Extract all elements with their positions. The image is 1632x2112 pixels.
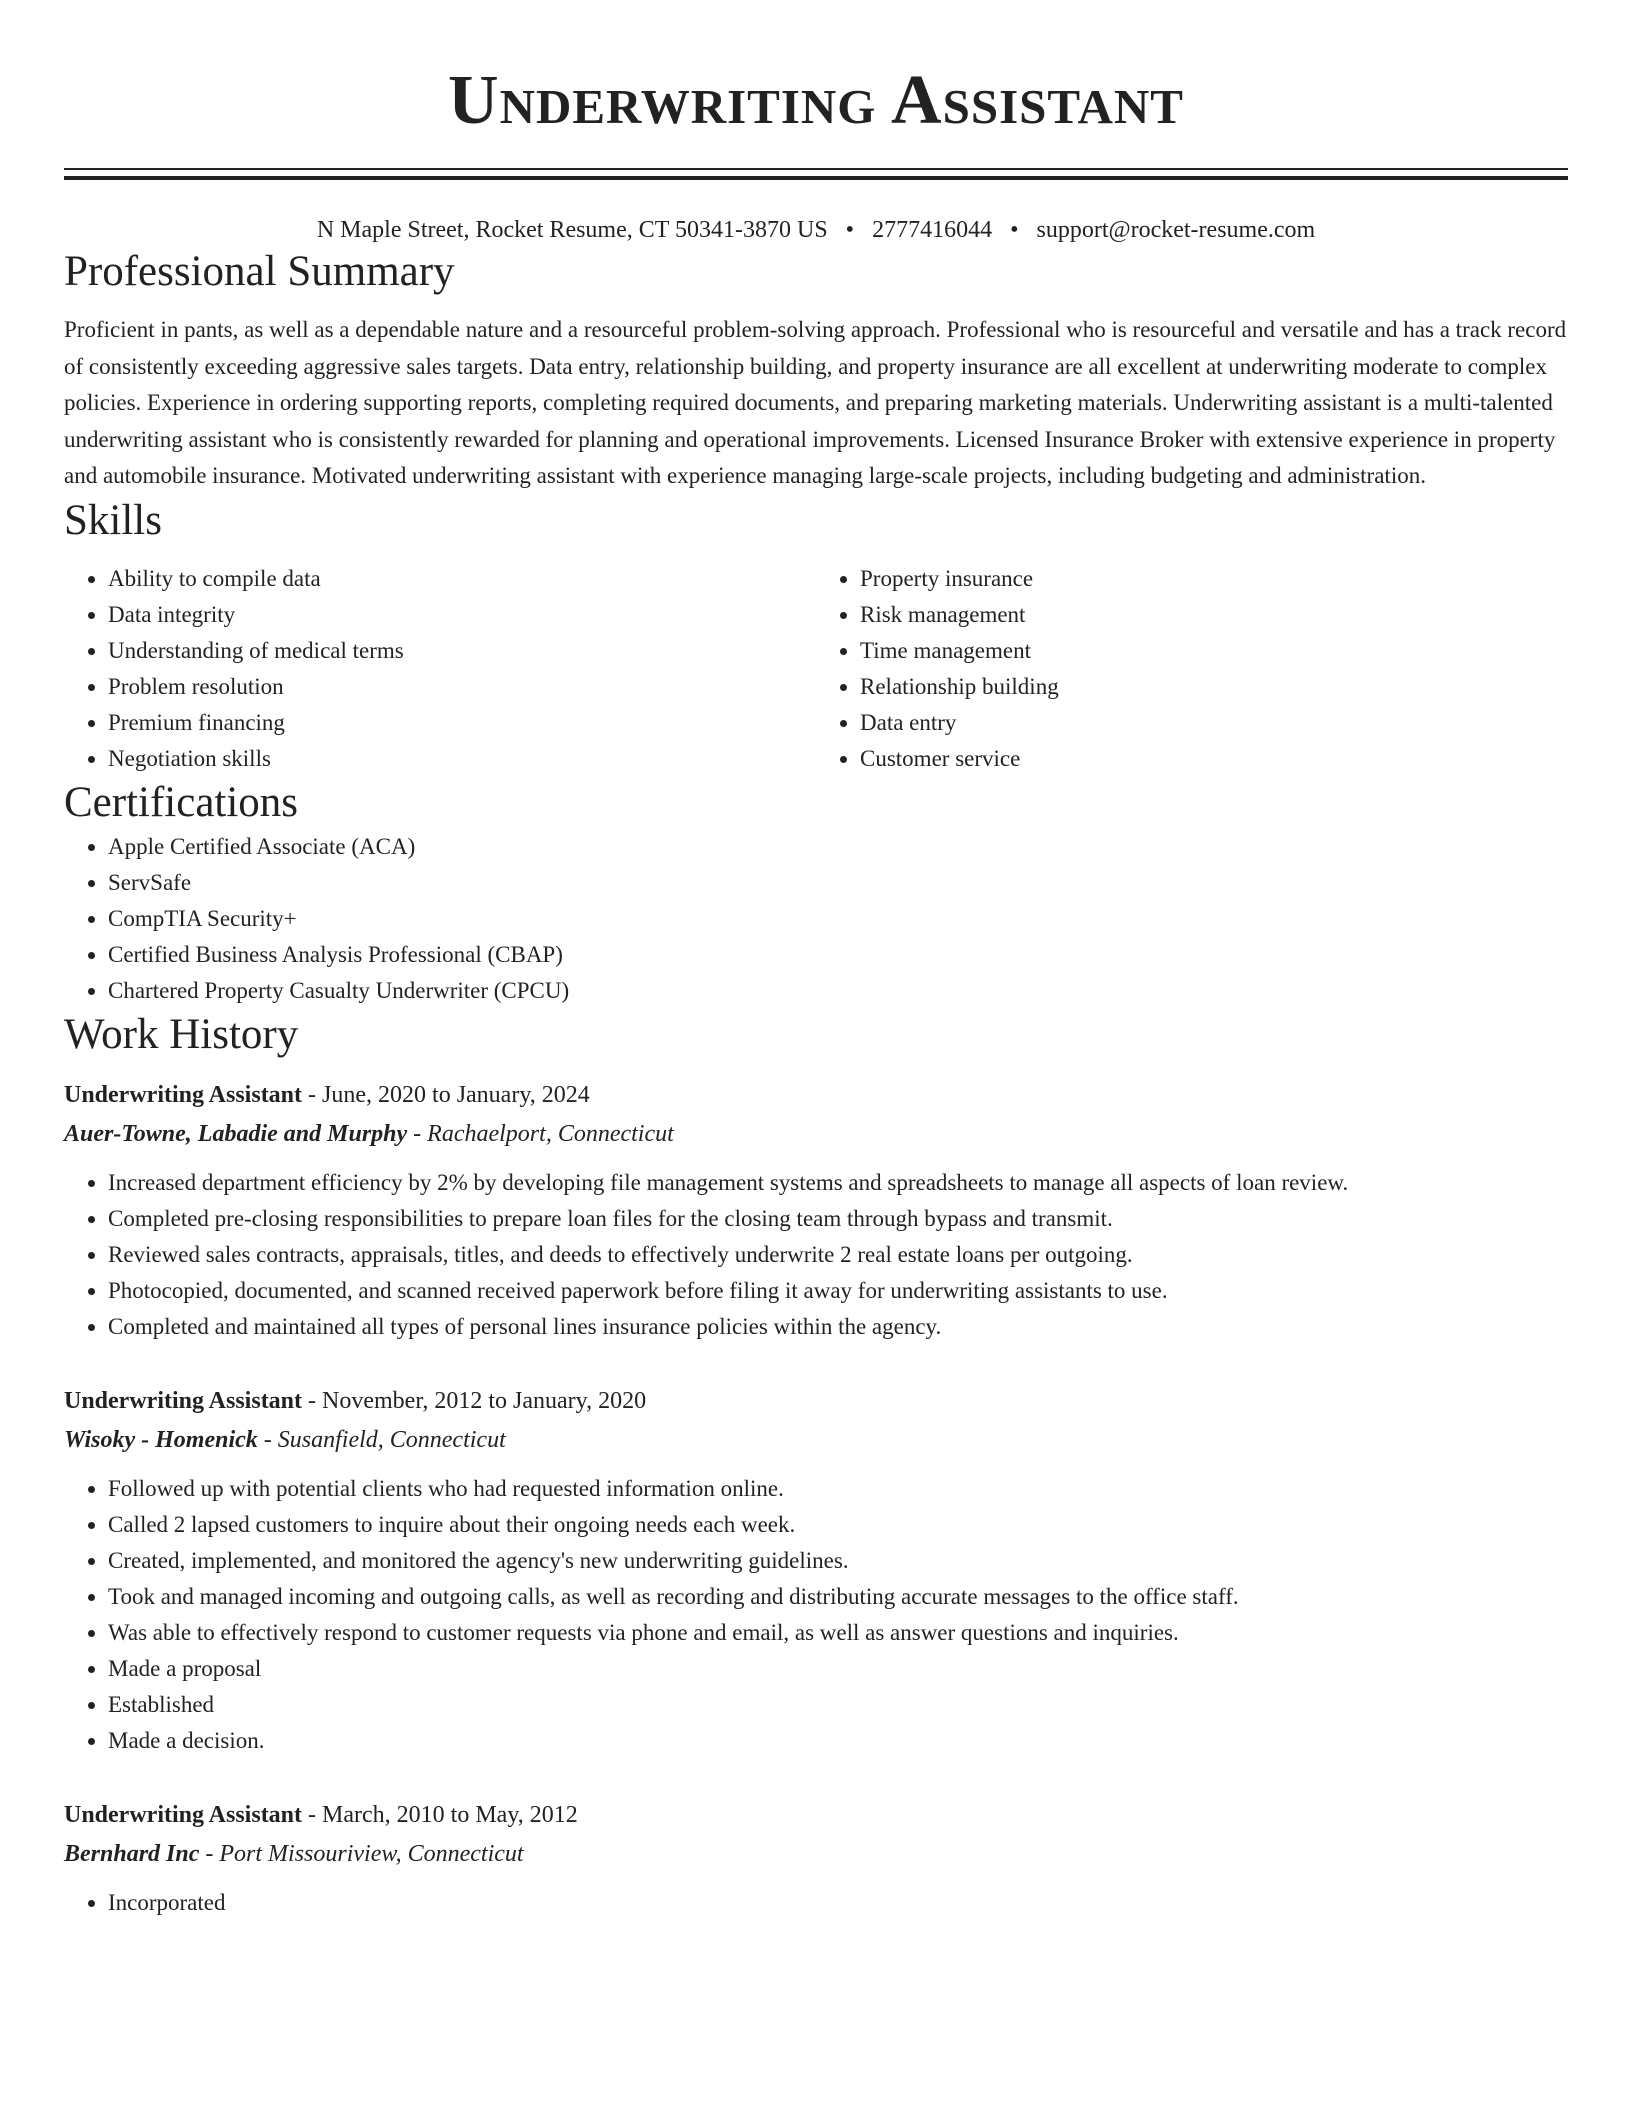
- job-bullet: • Was able to effectively respond to customer requests via phone and email, as well as answer questions and inquiries.: [108, 1615, 1568, 1651]
- job-dash: -: [302, 1387, 323, 1414]
- header-rule-thick: [64, 176, 1568, 180]
- job-dates: March, 2010 to May, 2012: [322, 1801, 578, 1828]
- job-title: Underwriting Assistant: [64, 1081, 303, 1108]
- job-title-line: [64, 1381, 1568, 1421]
- skill-item: • Ability to compile data: [108, 561, 816, 597]
- job-title: Underwriting Assistant: [64, 1801, 303, 1828]
- job-company: Bernhard Inc: [64, 1840, 200, 1867]
- skills-heading: Skills: [64, 496, 162, 544]
- job-entry: [64, 1381, 1568, 1759]
- job-dash: -: [302, 1801, 323, 1828]
- skill-item: • Data entry: [860, 705, 1568, 741]
- summary-heading: Professional Summary: [64, 248, 455, 295]
- job-bullet: • Reviewed sales contracts, appraisals, titles, and deeds to effectively underwrite 2 real estate loans per outgoing.: [108, 1237, 1568, 1273]
- contact-email[interactable]: support@rocket-resume.com: [1036, 217, 1316, 243]
- job-company: Auer-Towne, Labadie and Murphy: [64, 1120, 408, 1147]
- job-bullet: • Made a decision.: [108, 1723, 1568, 1759]
- skill-item: • Problem resolution: [108, 669, 816, 705]
- job-dates: November, 2012 to January, 2020: [322, 1387, 647, 1414]
- job-bullet: • Incorporated: [108, 1885, 1568, 1921]
- job-bullet: • Increased department efficiency by 2% by developing file management systems and spreadsheets to manage all aspects of loan review.: [108, 1165, 1568, 1201]
- job-company-line: [64, 1835, 1568, 1873]
- certification-item: • Certified Business Analysis Professional (CBAP): [108, 937, 1568, 973]
- job-dash: -: [199, 1840, 220, 1867]
- job-bullet: • Created, implemented, and monitored the agency's new underwriting guidelines.: [108, 1543, 1568, 1579]
- job-title-line: [64, 1075, 1568, 1115]
- job-company: Wisoky - Homenick: [64, 1426, 258, 1453]
- job-bullet: • Made a proposal: [108, 1651, 1568, 1687]
- skills-list-left: [64, 561, 816, 777]
- job-bullet: • Established: [108, 1687, 1568, 1723]
- job-bullet: • Completed pre-closing responsibilities to prepare loan files for the closing team through bypass and transmit.: [108, 1201, 1568, 1237]
- certifications-heading: Certifications: [64, 778, 299, 826]
- job-bullet: • Took and managed incoming and outgoing calls, as well as recording and distributing accurate messages to the office staff.: [108, 1579, 1568, 1615]
- job-bullets: [64, 1471, 1568, 1759]
- job-location: Rachaelport, Connecticut: [427, 1120, 674, 1147]
- job-bullets: [64, 1165, 1568, 1345]
- certification-item: • ServSafe: [108, 865, 1568, 901]
- job-entry: [64, 1795, 1568, 1921]
- job-entry: [64, 1075, 1568, 1345]
- work-history-heading: Work History: [64, 1010, 299, 1058]
- contact-separator: •: [1010, 217, 1019, 243]
- certification-item: • Apple Certified Associate (ACA): [108, 829, 1568, 865]
- skills-columns: [64, 561, 1568, 777]
- job-bullet: • Photocopied, documented, and scanned received paperwork before filing it away for underwriting assistants to use.: [108, 1273, 1568, 1309]
- job-bullets: [64, 1885, 1568, 1921]
- job-location: Port Missouriview, Connecticut: [219, 1840, 524, 1867]
- summary-text: Proficient in pants, as well as a dependable nature and a resourceful problem-solving approach. Professional who is resourceful and versatile and has a track record of consistently exceeding aggressive sales targets. Data entry, relationship building, and property insurance are all excellent at underwriting moderate to complex policies. Experience in ordering supporting reports, completing required documents, and preparing marketing materials. Underwriting assistant is a multi-talented underwriting assistant who is consistently rewarded for planning and operational improvements. Licensed Insurance Broker with extensive experience in property and automobile insurance. Motivated underwriting assistant with experience managing large-scale projects, including budgeting and administration.: [64, 317, 1567, 488]
- job-dates: June, 2020 to January, 2024: [322, 1081, 590, 1108]
- job-title-line: [64, 1795, 1568, 1835]
- skill-item: • Risk management: [860, 597, 1568, 633]
- contact-line: [64, 214, 1568, 246]
- job-location: Susanfield, Connecticut: [277, 1426, 506, 1453]
- job-dash: -: [257, 1426, 278, 1453]
- skill-item: • Relationship building: [860, 669, 1568, 705]
- certifications-list: [64, 829, 1568, 1009]
- job-company-line: [64, 1115, 1568, 1153]
- skill-item: • Property insurance: [860, 561, 1568, 597]
- certification-item: • CompTIA Security+: [108, 901, 1568, 937]
- skill-item: • Premium financing: [108, 705, 816, 741]
- contact-phone[interactable]: 2777416044: [872, 217, 993, 243]
- job-dash: -: [302, 1081, 323, 1108]
- job-bullet: • Followed up with potential clients who had requested information online.: [108, 1471, 1568, 1507]
- job-company-line: [64, 1421, 1568, 1459]
- resume-name-title: Underwriting Assistant: [448, 62, 1184, 139]
- skills-list-right: [816, 561, 1568, 777]
- skill-item: • Time management: [860, 633, 1568, 669]
- skill-item: • Customer service: [860, 741, 1568, 777]
- job-bullet: • Completed and maintained all types of personal lines insurance policies within the agency.: [108, 1309, 1568, 1345]
- header-rule-thin: [64, 168, 1568, 170]
- job-bullet: • Called 2 lapsed customers to inquire about their ongoing needs each week.: [108, 1507, 1568, 1543]
- job-dash: -: [407, 1120, 428, 1147]
- skill-item: • Negotiation skills: [108, 741, 816, 777]
- contact-address: N Maple Street, Rocket Resume, CT 50341-3870 US: [316, 217, 828, 243]
- job-title: Underwriting Assistant: [64, 1387, 303, 1414]
- contact-separator: •: [845, 217, 855, 243]
- certification-item: • Chartered Property Casualty Underwriter (CPCU): [108, 973, 1568, 1009]
- skill-item: • Understanding of medical terms: [108, 633, 816, 669]
- skill-item: • Data integrity: [108, 597, 816, 633]
